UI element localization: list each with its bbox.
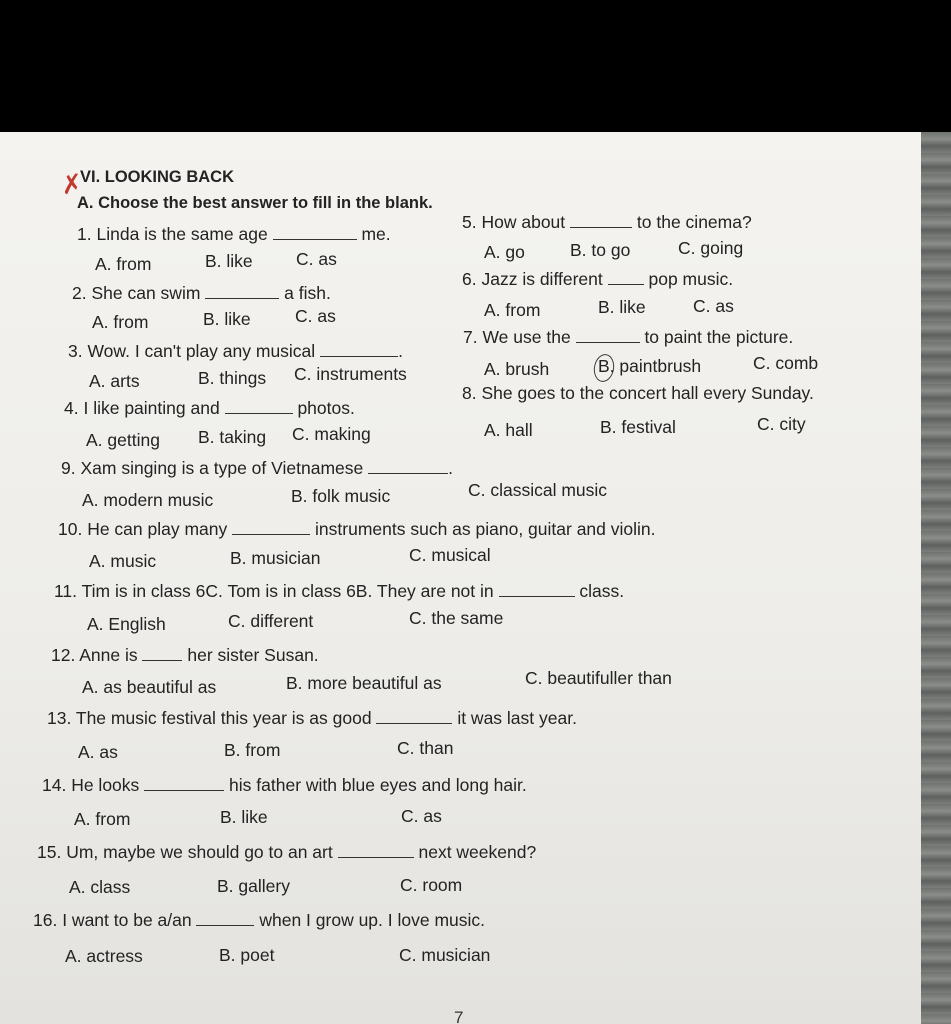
question-9: 9. Xam singing is a type of Vietnamese . [61, 458, 453, 478]
answer-blank [576, 330, 640, 343]
q6-option-b: B. like [598, 297, 646, 317]
answer-blank [499, 584, 575, 597]
answer-blank [368, 461, 448, 474]
q14-option-b: B. like [220, 807, 268, 827]
answer-blank [144, 778, 224, 791]
q11-option-b: C. different [228, 611, 314, 631]
q8-option-a: A. hall [484, 420, 533, 440]
q16-option-b: B. poet [219, 945, 275, 965]
answer-blank [142, 648, 182, 661]
q15-option-b: B. gallery [217, 876, 290, 896]
q4-option-a: A. getting [86, 430, 160, 450]
question-10: 10. He can play many instruments such as piano, guitar and violin. [58, 519, 656, 539]
question-11: 11. Tim is in class 6C. Tom is in class 6B. They are not in class. [54, 581, 625, 601]
q13-option-b: B. from [224, 740, 281, 760]
q2-option-a: A. from [92, 312, 149, 332]
question-1: 1. Linda is the same age me. [77, 224, 391, 244]
q11-option-a: A. English [87, 614, 166, 634]
q8-option-c: C. city [757, 414, 806, 434]
q4-option-c: C. making [292, 424, 371, 444]
answer-blank [232, 522, 310, 535]
q6-option-c: C. as [693, 296, 734, 316]
worksheet-page [0, 132, 921, 1024]
q15-option-c: C. room [400, 875, 463, 895]
question-8: 8. She goes to the concert hall every Sunday. [462, 383, 814, 403]
photo-background-edge [921, 132, 951, 1024]
q1-option-a: A. from [95, 254, 152, 274]
q9-option-b: B. folk music [291, 486, 391, 506]
q4-option-b: B. taking [198, 427, 267, 447]
q5-option-a: A. go [484, 242, 525, 262]
question-16: 16. I want to be a/an when I grow up. I love music. [33, 910, 486, 930]
q7-option-c: C. comb [753, 353, 819, 373]
red-check-mark-icon: ✗ [59, 168, 85, 202]
question-6: 6. Jazz is different pop music. [462, 269, 734, 289]
page-number: 7 [454, 1008, 464, 1024]
q7-option-a: A. brush [484, 359, 550, 379]
q12-option-a: A. as beautiful as [82, 677, 217, 697]
answer-blank [608, 272, 644, 285]
q16-option-a: A. actress [65, 946, 143, 966]
answer-blank [320, 344, 398, 357]
q3-option-a: A. arts [89, 371, 140, 391]
q11-option-c: C. the same [409, 608, 504, 628]
question-3: 3. Wow. I can't play any musical . [68, 341, 403, 361]
answer-blank [376, 711, 452, 724]
q16-option-c: C. musician [399, 945, 491, 965]
q7-option-b: B. paintbrush [598, 356, 702, 376]
q5-option-c: C. going [678, 238, 744, 258]
q9-option-a: A. modern music [82, 490, 214, 510]
q3-option-c: C. instruments [294, 364, 407, 384]
q14-option-a: A. from [74, 809, 131, 829]
q12-option-c: C. beautifuller than [525, 668, 672, 688]
question-2: 2. She can swim a fish. [72, 283, 331, 303]
q1-option-c: C. as [296, 249, 337, 269]
q2-option-b: B. like [203, 309, 251, 329]
photo-dark-background-top [0, 0, 951, 132]
answer-blank [570, 215, 632, 228]
answer-blank [196, 913, 254, 926]
q14-option-c: C. as [401, 806, 442, 826]
q3-option-b: B. things [198, 368, 267, 388]
answer-blank [338, 845, 414, 858]
q12-option-b: B. more beautiful as [286, 673, 442, 693]
question-7: 7. We use the to paint the picture. [463, 327, 794, 347]
q13-option-a: A. as [78, 742, 118, 762]
answer-blank [205, 286, 279, 299]
q8-option-b: B. festival [600, 417, 676, 437]
q2-option-c: C. as [295, 306, 336, 326]
question-4: 4. I like painting and photos. [64, 398, 355, 418]
q5-option-b: B. to go [570, 240, 631, 260]
q10-option-a: A. music [89, 551, 157, 571]
section-title: VI. LOOKING BACK [80, 168, 235, 186]
q9-option-c: C. classical music [468, 480, 608, 500]
question-13: 13. The music festival this year is as good it was last year. [47, 708, 577, 728]
question-14: 14. He looks his father with blue eyes and long hair. [42, 775, 527, 795]
q10-option-c: C. musical [409, 545, 491, 565]
question-5: 5. How about to the cinema? [462, 212, 752, 232]
q6-option-a: A. from [484, 300, 541, 320]
answer-blank [273, 227, 357, 240]
q13-option-c: C. than [397, 738, 454, 758]
q15-option-a: A. class [69, 877, 131, 897]
section-instruction: A. Choose the best answer to fill in the blank. [77, 194, 433, 212]
question-15: 15. Um, maybe we should go to an art next weekend? [37, 842, 537, 862]
q10-option-b: B. musician [230, 548, 321, 568]
q1-option-b: B. like [205, 251, 253, 271]
question-12: 12. Anne is her sister Susan. [51, 645, 319, 665]
answer-blank [225, 401, 293, 414]
